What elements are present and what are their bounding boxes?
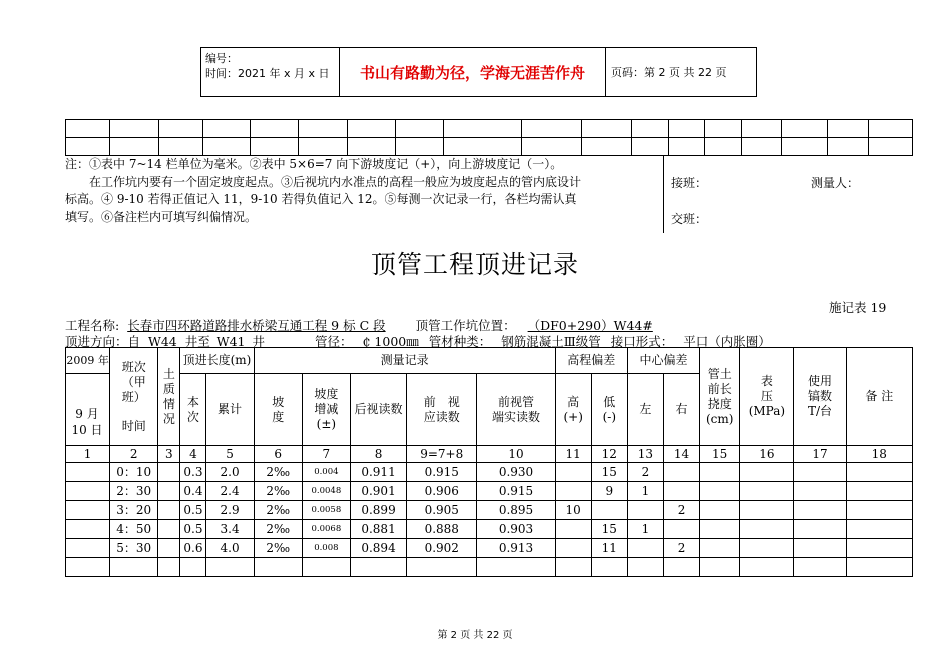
deflection-line: (cm) [705,411,734,426]
table-cell: 0.008 [302,539,350,558]
soil-header-char: 情 [162,396,175,411]
table-cell [158,558,180,577]
header-meta [201,48,340,96]
col-number: 18 [846,446,912,463]
shift-handover-label: 接班： [671,176,708,190]
table-cell: 2‰ [254,501,302,520]
right-header: 右 [664,374,700,446]
pressure-line: 表 [760,374,773,388]
high-line: 高 [567,394,580,409]
foresight-actual-line: 前视管 [497,394,534,409]
motto: 书山有路勤为径，学海无涯苦作舟 [340,48,606,96]
center-header: 中心偏差 [627,348,699,374]
col-number: 8 [350,446,406,463]
table-cell [740,463,794,482]
table-cell: 2 [664,501,700,520]
table-cell: 15 [591,520,627,539]
table-cell [66,558,110,577]
table-cell [846,520,912,539]
table-cell: 0.3 [180,463,206,482]
surveyor-label: 测量人： [811,176,860,190]
shift-handoff-label: 交班： [671,211,708,226]
date-day: 10 日 [71,423,103,437]
col-number: 11 [555,446,591,463]
table-row [66,558,913,577]
slope-header [254,374,302,446]
table-cell [555,520,591,539]
jacking-record-table [65,347,913,577]
table-cell [180,558,206,577]
deflection-line: 前长 [707,381,732,396]
table-row [66,463,913,482]
table-cell: 0.915 [477,482,555,501]
table-cell [254,558,302,577]
table-cell [555,463,591,482]
shift-header-line: 班次 [121,359,146,374]
table-cell [740,539,794,558]
table-cell: 0.906 [407,482,477,501]
left-header: 左 [627,374,663,446]
table-cell: 1 [627,482,663,501]
page-title: 顶管工程顶进记录 [370,250,579,279]
cumulative-header: 累计 [206,374,254,446]
table-cell [66,539,110,558]
table-cell [66,463,110,482]
table-cell: 2.9 [206,501,254,520]
pipe-type-label: 管材种类： [428,334,492,349]
date-month: 9 月 [75,407,99,421]
shift-header-line: （甲 [121,374,146,389]
shift-header-line: 班） [121,389,146,404]
year-cell: 2009 年 [66,348,110,374]
table-cell: 2 [664,539,700,558]
jacks-line: 使用 [808,374,833,388]
table-cell: 0.902 [407,539,477,558]
table-row [66,520,913,539]
table-cell: 2：30 [110,482,158,501]
table-cell [664,558,700,577]
table-cell [794,539,846,558]
table-cell: 1 [627,520,663,539]
table-cell: 0.915 [407,463,477,482]
table-cell: 0.899 [350,501,406,520]
table-cell: 0.5 [180,501,206,520]
table-cell [794,520,846,539]
table-row [66,501,913,520]
low-line: 低 [603,394,616,409]
table-cell: 0：10 [110,463,158,482]
foresight-reading-header [407,374,477,446]
table-cell [740,520,794,539]
foresight-actual-header [477,374,555,446]
table-cell [555,558,591,577]
deflection-line: 挠度 [707,396,732,411]
to-label: 井至 [184,334,210,349]
table-cell: 0.5 [180,520,206,539]
col-number: 15 [700,446,740,463]
table-cell: 0.4 [180,482,206,501]
table-cell: 3.4 [206,520,254,539]
table-cell [846,463,912,482]
table-cell [846,558,912,577]
this-time-char: 本 [186,394,199,409]
table-cell: 0.881 [350,520,406,539]
col-number: 7 [302,446,350,463]
table-cell [555,482,591,501]
note-line: 标高。④ 9-10 若得正值记入 11，9-10 若得负值记入 12。⑤每测一次记录一行，各栏均需认真 [65,192,577,206]
table-cell: 0.903 [477,520,555,539]
to-well: W41 [216,334,246,349]
notes-section [65,156,913,233]
low-header [591,374,627,446]
joint-value: 平口（内胀圈） [683,334,771,349]
slope-change-line: 坡度 [314,387,339,401]
table-cell [740,482,794,501]
table-cell: 4.0 [206,539,254,558]
table-cell [664,482,700,501]
table-cell [66,501,110,520]
col-number: 17 [794,446,846,463]
table-cell [846,482,912,501]
col-number: 13 [627,446,663,463]
table-cell [158,520,180,539]
table-cell [664,520,700,539]
jacks-header [794,348,846,446]
joint-label: 接口形式： [610,334,674,349]
col-number: 2 [110,446,158,463]
signature-area [671,156,911,228]
table-cell: 0.0048 [302,482,350,501]
table-cell [794,482,846,501]
table-cell: 2 [627,463,663,482]
table-cell [700,520,740,539]
table-cell [700,463,740,482]
table-cell [700,482,740,501]
table-cell [664,463,700,482]
time-label: 时间：2021 年 x 月 x 日 [205,67,330,80]
table-cell: 2‰ [254,539,302,558]
slope-char: 度 [272,409,285,424]
table-cell: 10 [555,501,591,520]
table-cell [627,539,663,558]
pressure-line: 压 [760,389,773,403]
jacks-line: 镐数 [808,389,833,403]
page-label: 页码：第 2 页 共 22 页 [611,66,727,79]
table-cell: 2‰ [254,520,302,539]
col-number: 14 [664,446,700,463]
table-cell: 0.6 [180,539,206,558]
col-number: 16 [740,446,794,463]
table-cell [350,558,406,577]
table-cell [627,501,663,520]
table-row [66,482,913,501]
table-cell [158,501,180,520]
table-cell [740,558,794,577]
pit-label: 顶管工作坑位置： [415,318,516,333]
date-label [65,406,109,438]
foresight-reading-line: 应读数 [423,409,460,424]
remarks-header: 备 注 [846,348,912,446]
survey-header: 测量记录 [254,348,555,374]
table-row [66,539,913,558]
pit-value: （DF0+290）W44# [527,318,653,333]
table-cell [477,558,555,577]
document-header [200,47,757,97]
table-cell: 0.0058 [302,501,350,520]
table-cell [66,520,110,539]
table-cell: 0.895 [477,501,555,520]
column-number-row [66,446,913,463]
soil-header-char: 土 [162,366,175,381]
table-cell [407,558,477,577]
form-number: 施记表 19 [829,300,887,315]
table-cell [794,558,846,577]
table-cell: 4：50 [110,520,158,539]
diameter-label: 管径： [315,334,353,349]
deflection-line: 管土 [707,366,732,381]
high-header [555,374,591,446]
note-line: 填写。⑥备注栏内可填写纠偏情况。 [65,209,258,224]
foresight-actual-line: 端实读数 [491,409,540,424]
note-line: 在工作坑内要有一个固定坡度起点。③后视坑内水准点的高程一般应为坡度起点的管内底设计 [65,174,582,189]
col-number: 5 [206,446,254,463]
notes-divider [663,156,664,233]
table-cell [302,558,350,577]
table-cell: 11 [591,539,627,558]
table-cell: 2‰ [254,482,302,501]
foresight-reading-line: 前 视 [423,394,460,409]
soil-header [158,348,180,446]
col-number: 6 [254,446,302,463]
diameter-value: ₵ 1000㎜ [362,334,419,349]
this-time-header [180,374,206,446]
previous-table-remnant [65,119,913,156]
table-cell: 2.4 [206,482,254,501]
page-footer: 第 2 页 共 22 页 [437,630,513,641]
from-well: W44 [148,334,177,349]
col-number: 3 [158,446,180,463]
pressure-line: (MPa) [748,404,786,418]
table-cell: 9 [591,482,627,501]
table-cell: 2.0 [206,463,254,482]
table-cell: 0.913 [477,539,555,558]
jacks-line: T/台 [808,404,833,418]
project-label: 工程名称: [65,318,120,333]
table-cell [158,463,180,482]
table-cell [206,558,254,577]
col-number: 9=7+8 [407,446,477,463]
soil-header-char: 质 [162,381,175,396]
well-label: 井 [252,334,266,349]
table-cell [158,482,180,501]
project-value: 长春市四环路道路排水桥梁互通工程 9 标 C 段 [127,318,386,333]
table-cell: 0.894 [350,539,406,558]
table-cell [740,501,794,520]
table-cell: 3：20 [110,501,158,520]
col-number: 12 [591,446,627,463]
table-cell [555,539,591,558]
table-cell [794,463,846,482]
table-cell [627,558,663,577]
number-label: 编号： [205,52,238,65]
backsight-header: 后视读数 [350,374,406,446]
slope-change-header [302,374,350,446]
table-cell [846,539,912,558]
pressure-header [740,348,794,446]
slope-char: 坡 [272,394,285,409]
time-header: 时间 [121,418,146,433]
table-cell [66,482,110,501]
table-cell [158,539,180,558]
table-cell: 0.888 [407,520,477,539]
shift-header [110,348,158,446]
table-cell: 0.930 [477,463,555,482]
table-cell: 0.901 [350,482,406,501]
slope-change-line: (±) [316,417,337,431]
col-number: 1 [66,446,110,463]
table-cell: 0.905 [407,501,477,520]
table-cell [700,539,740,558]
note-line: 注：①表中 7~14 栏单位为毫米。②表中 5×6=7 向下游坡度记（+），向上游坡度记（一）。 [65,157,563,171]
table-cell [591,501,627,520]
deflection-header [700,348,740,446]
table-cell [846,501,912,520]
table-cell: 15 [591,463,627,482]
table-cell [110,558,158,577]
pipe-type-value: 钢筋混凝土Ⅲ级管 [501,334,601,349]
this-time-char: 次 [186,409,199,424]
table-cell: 5：30 [110,539,158,558]
soil-header-char: 况 [162,411,175,426]
table-cell [591,558,627,577]
direction-label: 顶进方向：自 [65,334,141,349]
table-cell: 0.911 [350,463,406,482]
table-cell [700,558,740,577]
table-cell: 2‰ [254,463,302,482]
high-line: (+) [563,409,583,424]
length-header: 顶进长度(m) [180,348,254,374]
table-cell [700,501,740,520]
col-number: 4 [180,446,206,463]
notes-text [65,156,663,226]
col-number: 10 [477,446,555,463]
low-line: (-) [602,409,617,424]
table-cell: 0.004 [302,463,350,482]
table-cell: 0.0068 [302,520,350,539]
elevation-header: 高程偏差 [555,348,627,374]
slope-change-line: 增减 [314,402,339,416]
table-cell [794,501,846,520]
